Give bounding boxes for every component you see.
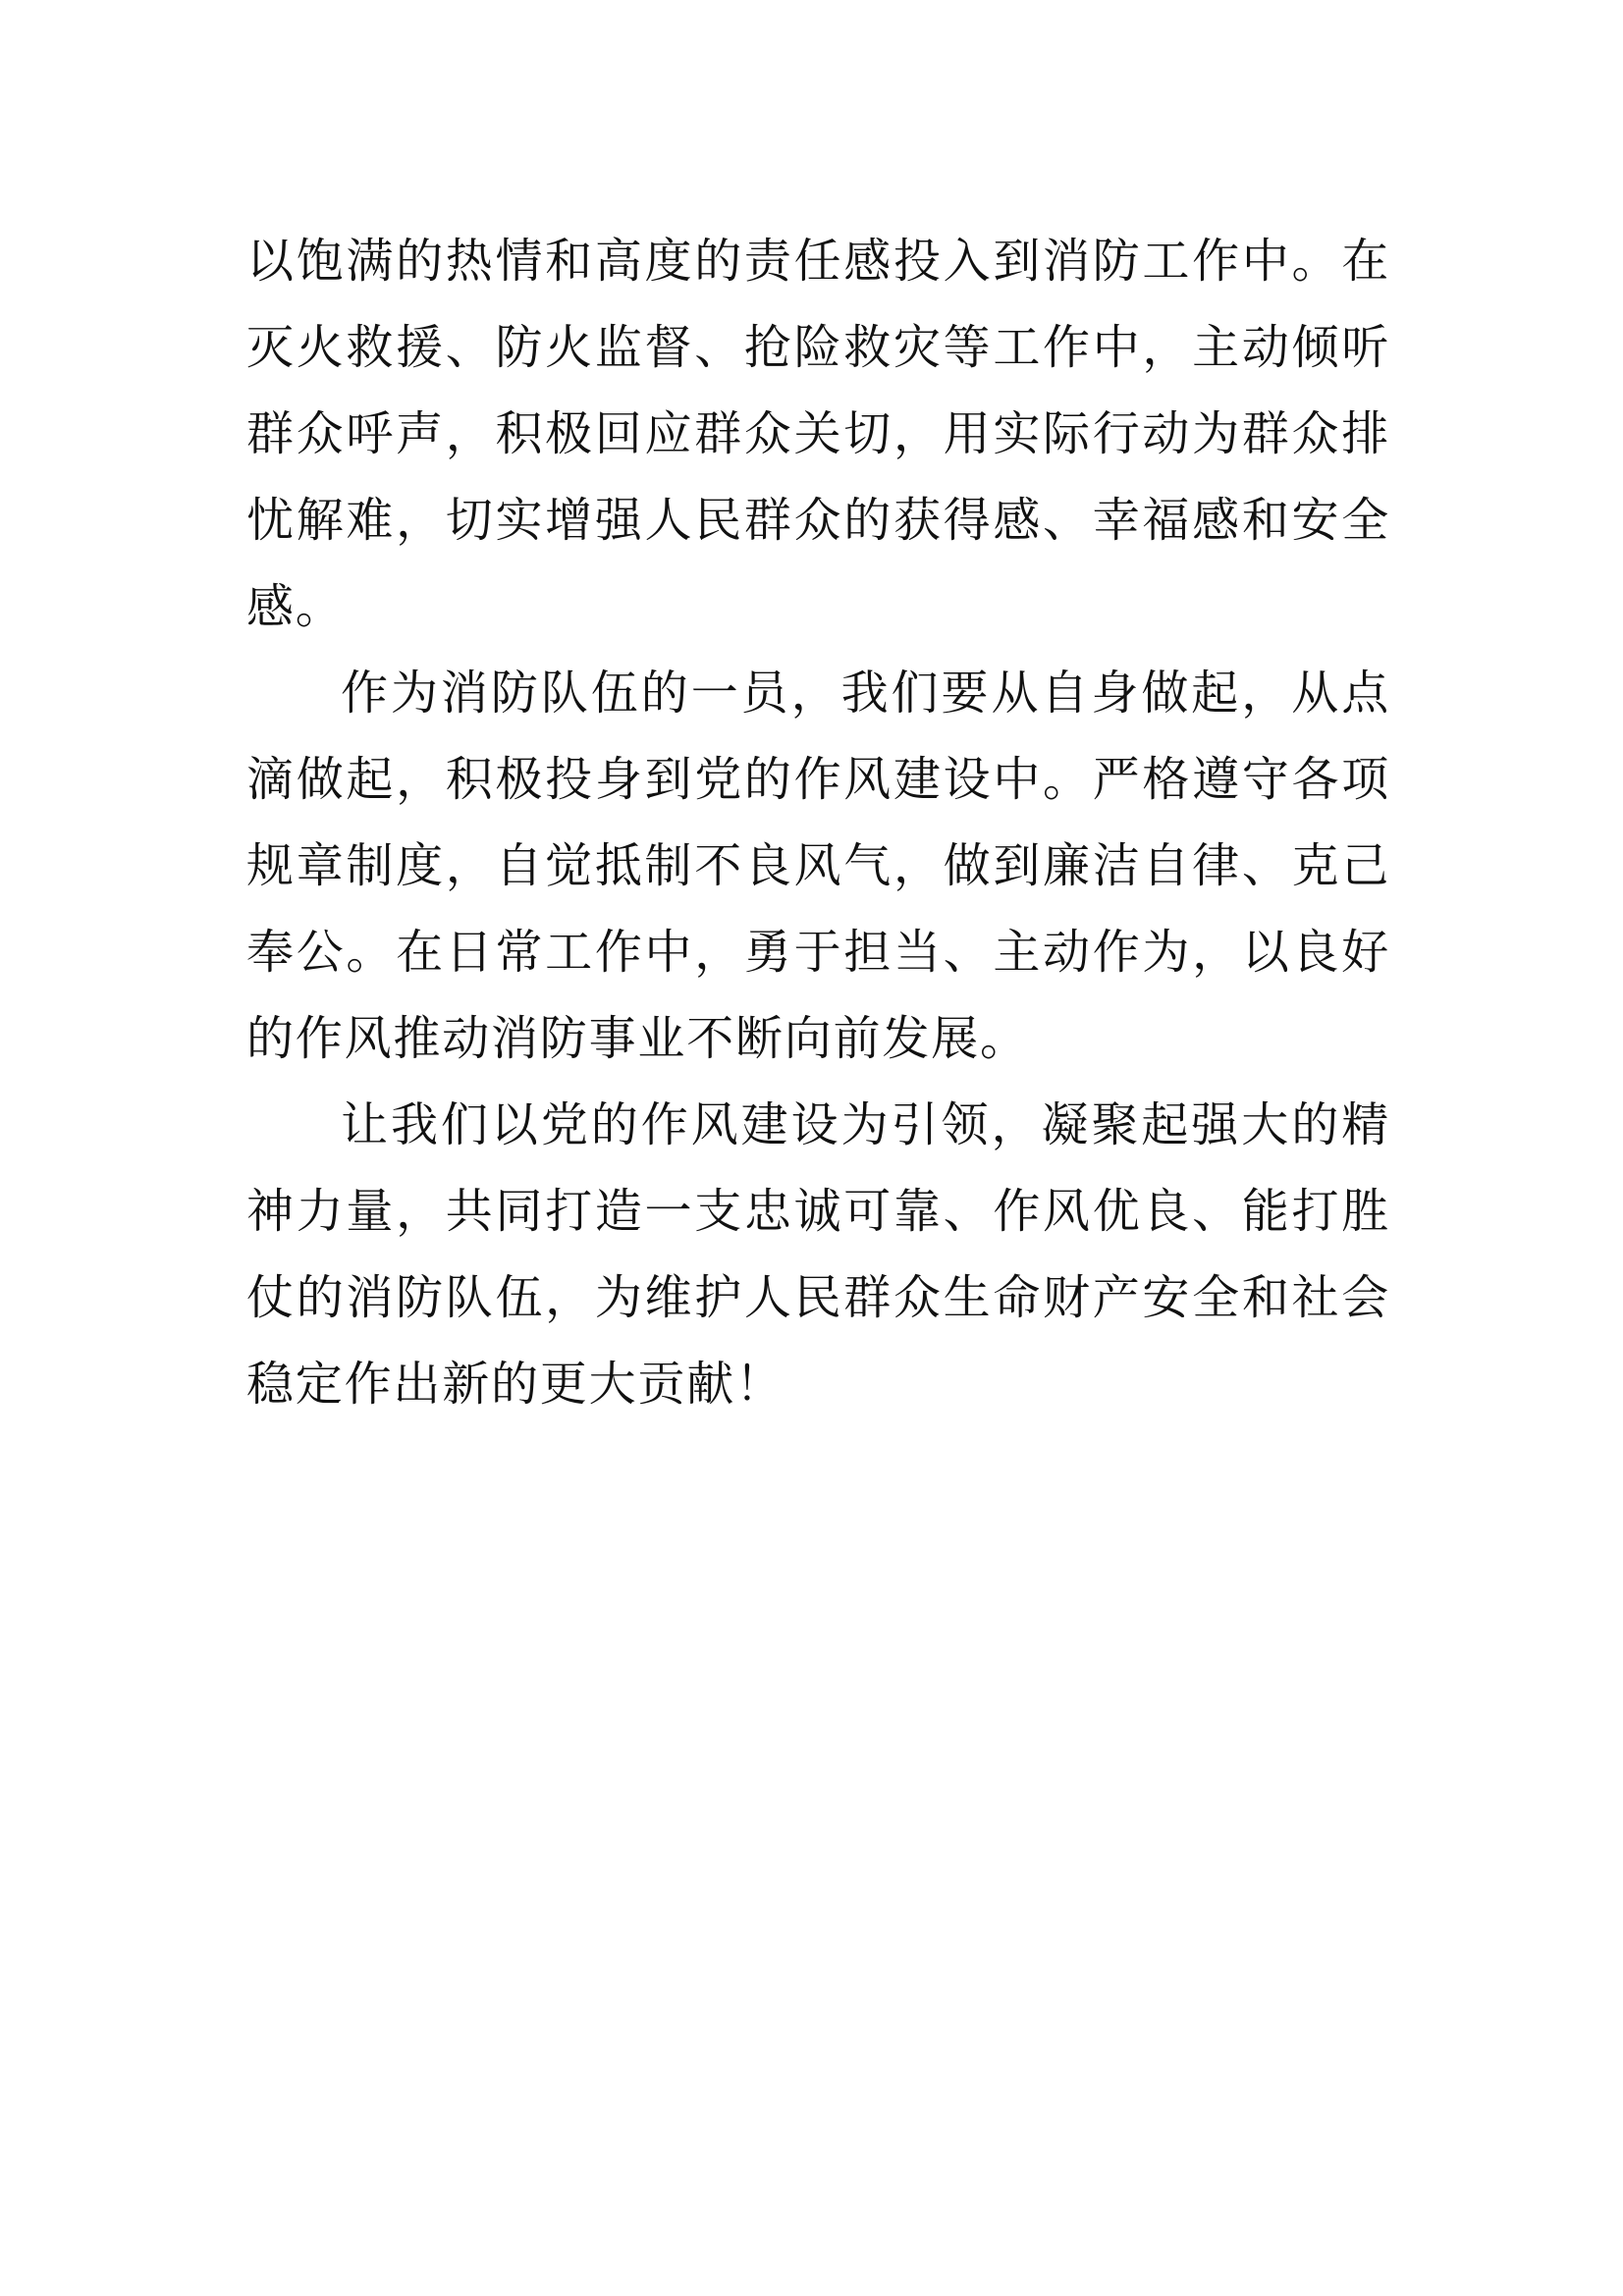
paragraph-1: 以饱满的热情和高度的责任感投入到消防工作中。在灭火救援、防火监督、抢险救灾等工作中，主动倾听群众呼声，积极回应群众关切，用实际行动为群众排忧解难，切实增强人民群众的获得感、幸福感和安全感。	[246, 234, 1390, 634]
document-body	[246, 218, 1390, 1427]
paragraph-3: 让我们以党的作风建设为引领，凝聚起强大的精神力量，共同打造一支忠诚可靠、作风优良、能打胜仗的消防队伍，为维护人民群众生命财产安全和社会稳定作出新的更大贡献！	[246, 1097, 1390, 1412]
paragraph-2: 作为消防队伍的一员，我们要从自身做起，从点滴做起，积极投身到党的作风建设中。严格遵守各项规章制度，自觉抵制不良风气，做到廉洁自律、克己奉公。在日常工作中，勇于担当、主动作为，以良好的作风推动消防事业不断向前发展。	[246, 666, 1390, 1066]
